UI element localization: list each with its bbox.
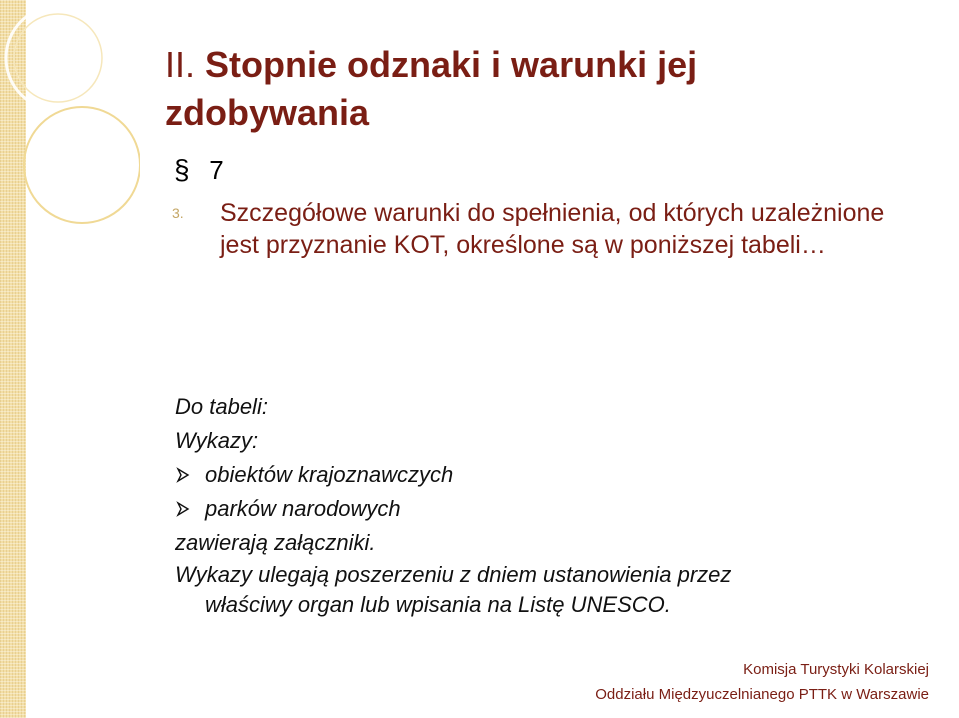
footer-line-1: Komisja Turystyki Kolarskiej bbox=[743, 661, 929, 678]
svg-text:§: § bbox=[174, 155, 190, 183]
footer-line-2: Oddziału Międzyuczelnianego PTTK w Warszawie bbox=[595, 686, 929, 703]
deco-circle-top bbox=[6, 6, 110, 110]
footer bbox=[595, 657, 929, 707]
title-text: Stopnie odznaki i warunki jej zdobywania bbox=[165, 44, 698, 133]
decorative-circles bbox=[0, 0, 140, 260]
deco-circle-middle-inner bbox=[30, 113, 134, 217]
bullet-text: parków narodowych bbox=[205, 496, 401, 521]
list-item-text: Szczegółowe warunki do spełnienia, od których uzależnione jest przyznanie KOT, określone są w poniższej tabeli… bbox=[220, 199, 885, 259]
bullet-item bbox=[175, 492, 915, 526]
paragraph-number: 7 bbox=[209, 155, 224, 185]
deco-circle-top-inner bbox=[14, 14, 102, 102]
slide-title bbox=[165, 41, 905, 137]
notes-extension-line1: Wykazy ulegają poszerzeniu z dniem ustanowienia przez bbox=[175, 562, 732, 587]
deco-circle-middle bbox=[24, 107, 140, 223]
notes-extension bbox=[175, 560, 915, 620]
bullet-item bbox=[175, 458, 915, 492]
notes-extension-line2: właściwy organ lub wpisania na Listę UNESCO. bbox=[205, 592, 671, 617]
table-notes bbox=[175, 390, 915, 620]
paragraph-heading bbox=[172, 155, 224, 186]
arrow-bullet-icon bbox=[175, 501, 191, 517]
section-sign-icon bbox=[172, 155, 196, 183]
arrow-bullet-icon bbox=[175, 467, 191, 483]
notes-attachments: zawierają załączniki. bbox=[175, 530, 376, 555]
list-item-number: 3. bbox=[172, 205, 184, 221]
notes-heading: Do tabeli: bbox=[175, 394, 268, 419]
bullet-text: obiektów krajoznawczych bbox=[205, 462, 454, 487]
notes-lists-label: Wykazy: bbox=[175, 428, 259, 453]
title-number: II. bbox=[165, 44, 196, 85]
